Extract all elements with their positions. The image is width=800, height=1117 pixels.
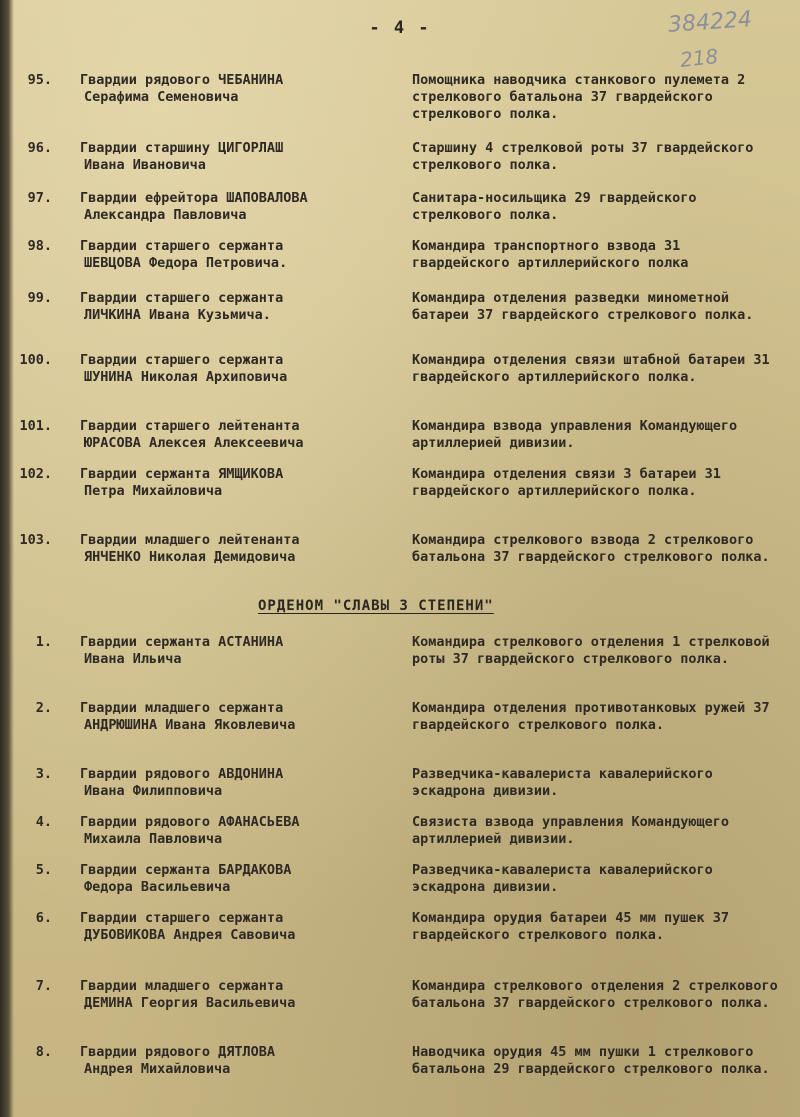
entry-position: Командира стрелкового отделения 1 стрелковой роты 37 гвардейского стрелкового полка.: [412, 634, 770, 667]
entry-number: 6.: [35, 910, 52, 926]
entry-name: Федора Васильевича: [84, 879, 231, 895]
entry-name: Александра Павловича: [84, 207, 247, 223]
entry-name: ЛИЧКИНА Ивана Кузьмича.: [84, 307, 271, 323]
section-heading: ОРДЕНОМ "СЛАВЫ 3 СТЕПЕНИ": [258, 598, 494, 614]
entry-position: Командира отделения разведки минометной батареи 37 гвардейского стрелкового полка.: [412, 290, 754, 323]
entry-rank-name: Гвардии рядового АФАНАСЬЕВА: [80, 814, 300, 830]
entry-rank-name: Гвардии старшего сержанта: [80, 290, 284, 306]
entry-position: Командира отделения связи 3 батареи 31 гвардейского артиллерийского полка.: [412, 466, 721, 499]
entry-rank-name: Гвардии младшего сержанта: [80, 978, 284, 994]
archive-mark: 218: [678, 44, 720, 72]
entry-name: ШЕВЦОВА Федора Петровича.: [84, 255, 288, 271]
entry-position: Командира отделения противотанковых ружей 37 гвардейского стрелкового полка.: [412, 700, 770, 733]
entry-position: Санитара-носильщика 29 гвардейского стрелкового полка.: [412, 190, 697, 223]
entry-name: Михаила Павловича: [84, 831, 223, 847]
entry-number: 101.: [19, 418, 52, 434]
entry-position: Наводчика орудия 45 мм пушки 1 стрелкового батальона 29 гвардейского стрелкового полка.: [412, 1044, 770, 1077]
entry-name: ДУБОВИКОВА Андрея Савовича: [84, 927, 296, 943]
entry-number: 100.: [19, 352, 52, 368]
entry-position: Разведчика-кавалериста кавалерийского эскадрона дивизии.: [412, 766, 713, 799]
entry-rank-name: Гвардии сержанта БАРДАКОВА: [80, 862, 292, 878]
entry-position: Командира орудия батареи 45 мм пушек 37 гвардейского стрелкового полка.: [412, 910, 729, 943]
page-edge-shadow: [0, 0, 14, 1117]
entry-rank-name: Гвардии рядового ДЯТЛОВА: [80, 1044, 276, 1060]
entry-position: Командира стрелкового отделения 2 стрелкового батальона 37 гвардейского стрелкового полка.: [412, 978, 778, 1011]
entry-number: 4.: [35, 814, 52, 830]
entry-position: Разведчика-кавалериста кавалерийского эскадрона дивизии.: [412, 862, 713, 895]
entry-position: Связиста взвода управления Командующего артиллерией дивизии.: [412, 814, 729, 847]
entry-number: 2.: [35, 700, 52, 716]
entry-position: Командира отделения связи штабной батареи 31 гвардейского артиллерийского полка.: [412, 352, 770, 385]
archive-number: 384224: [667, 7, 753, 38]
entry-rank-name: Гвардии сержанта ЯМЩИКОВА: [80, 466, 284, 482]
entry-name: Ивана Филипповича: [84, 783, 223, 799]
entry-name: АНДРЮШИНА Ивана Яковлевича: [84, 717, 296, 733]
entry-rank-name: Гвардии младшего лейтенанта: [80, 532, 300, 548]
entry-position: Помощника наводчика станкового пулемета 2 стрелкового батальона 37 гвардейского стрелкового полка.: [412, 72, 746, 122]
entry-number: 96.: [27, 140, 52, 156]
entry-rank-name: Гвардии младшего сержанта: [80, 700, 284, 716]
entry-name: Серафима Семеновича: [84, 89, 239, 105]
entry-rank-name: Гвардии старшего сержанта: [80, 238, 284, 254]
entry-number: 5.: [35, 862, 52, 878]
entry-number: 95.: [27, 72, 52, 88]
entry-rank-name: Гвардии сержанта АСТАНИНА: [80, 634, 284, 650]
entry-position: Командира транспортного взвода 31 гвардейского артиллерийского полка: [412, 238, 689, 271]
entry-number: 3.: [35, 766, 52, 782]
entry-number: 8.: [35, 1044, 52, 1060]
entry-name: ЮРАСОВА Алексея Алексеевича: [84, 435, 304, 451]
entry-number: 99.: [27, 290, 52, 306]
entry-name: Петра Михайловича: [84, 483, 223, 499]
entry-rank-name: Гвардии старшего сержанта: [80, 910, 284, 926]
entry-number: 7.: [35, 978, 52, 994]
entry-rank-name: Гвардии старшего сержанта: [80, 352, 284, 368]
entry-name: Ивана Ильича: [84, 651, 182, 667]
entry-rank-name: Гвардии рядового ЧЕБАНИНА: [80, 72, 284, 88]
entry-name: Андрея Михайловича: [84, 1061, 231, 1077]
entry-name: ДЕМИНА Георгия Васильевича: [84, 995, 296, 1011]
entry-rank-name: Гвардии ефрейтора ШАПОВАЛОВА: [80, 190, 308, 206]
entry-number: 102.: [19, 466, 52, 482]
entry-position: Старшину 4 стрелковой роты 37 гвардейского стрелкового полка.: [412, 140, 754, 173]
entry-name: ЯНЧЕНКО Николая Демидовича: [84, 549, 296, 565]
entry-name: Ивана Ивановича: [84, 157, 206, 173]
entry-rank-name: Гвардии рядового АВДОНИНА: [80, 766, 284, 782]
entry-position: Командира стрелкового взвода 2 стрелкового батальона 37 гвардейского стрелкового полка.: [412, 532, 770, 565]
entry-position: Командира взвода управления Командующего артиллерией дивизии.: [412, 418, 738, 451]
entry-number: 103.: [19, 532, 52, 548]
entry-number: 1.: [35, 634, 52, 650]
entry-name: ШУНИНА Николая Архиповича: [84, 369, 288, 385]
entry-number: 98.: [27, 238, 52, 254]
entry-rank-name: Гвардии старшего лейтенанта: [80, 418, 300, 434]
entry-rank-name: Гвардии старшину ЦИГОРЛАШ: [80, 140, 284, 156]
page-number: - 4 -: [369, 18, 431, 38]
entry-number: 97.: [27, 190, 52, 206]
